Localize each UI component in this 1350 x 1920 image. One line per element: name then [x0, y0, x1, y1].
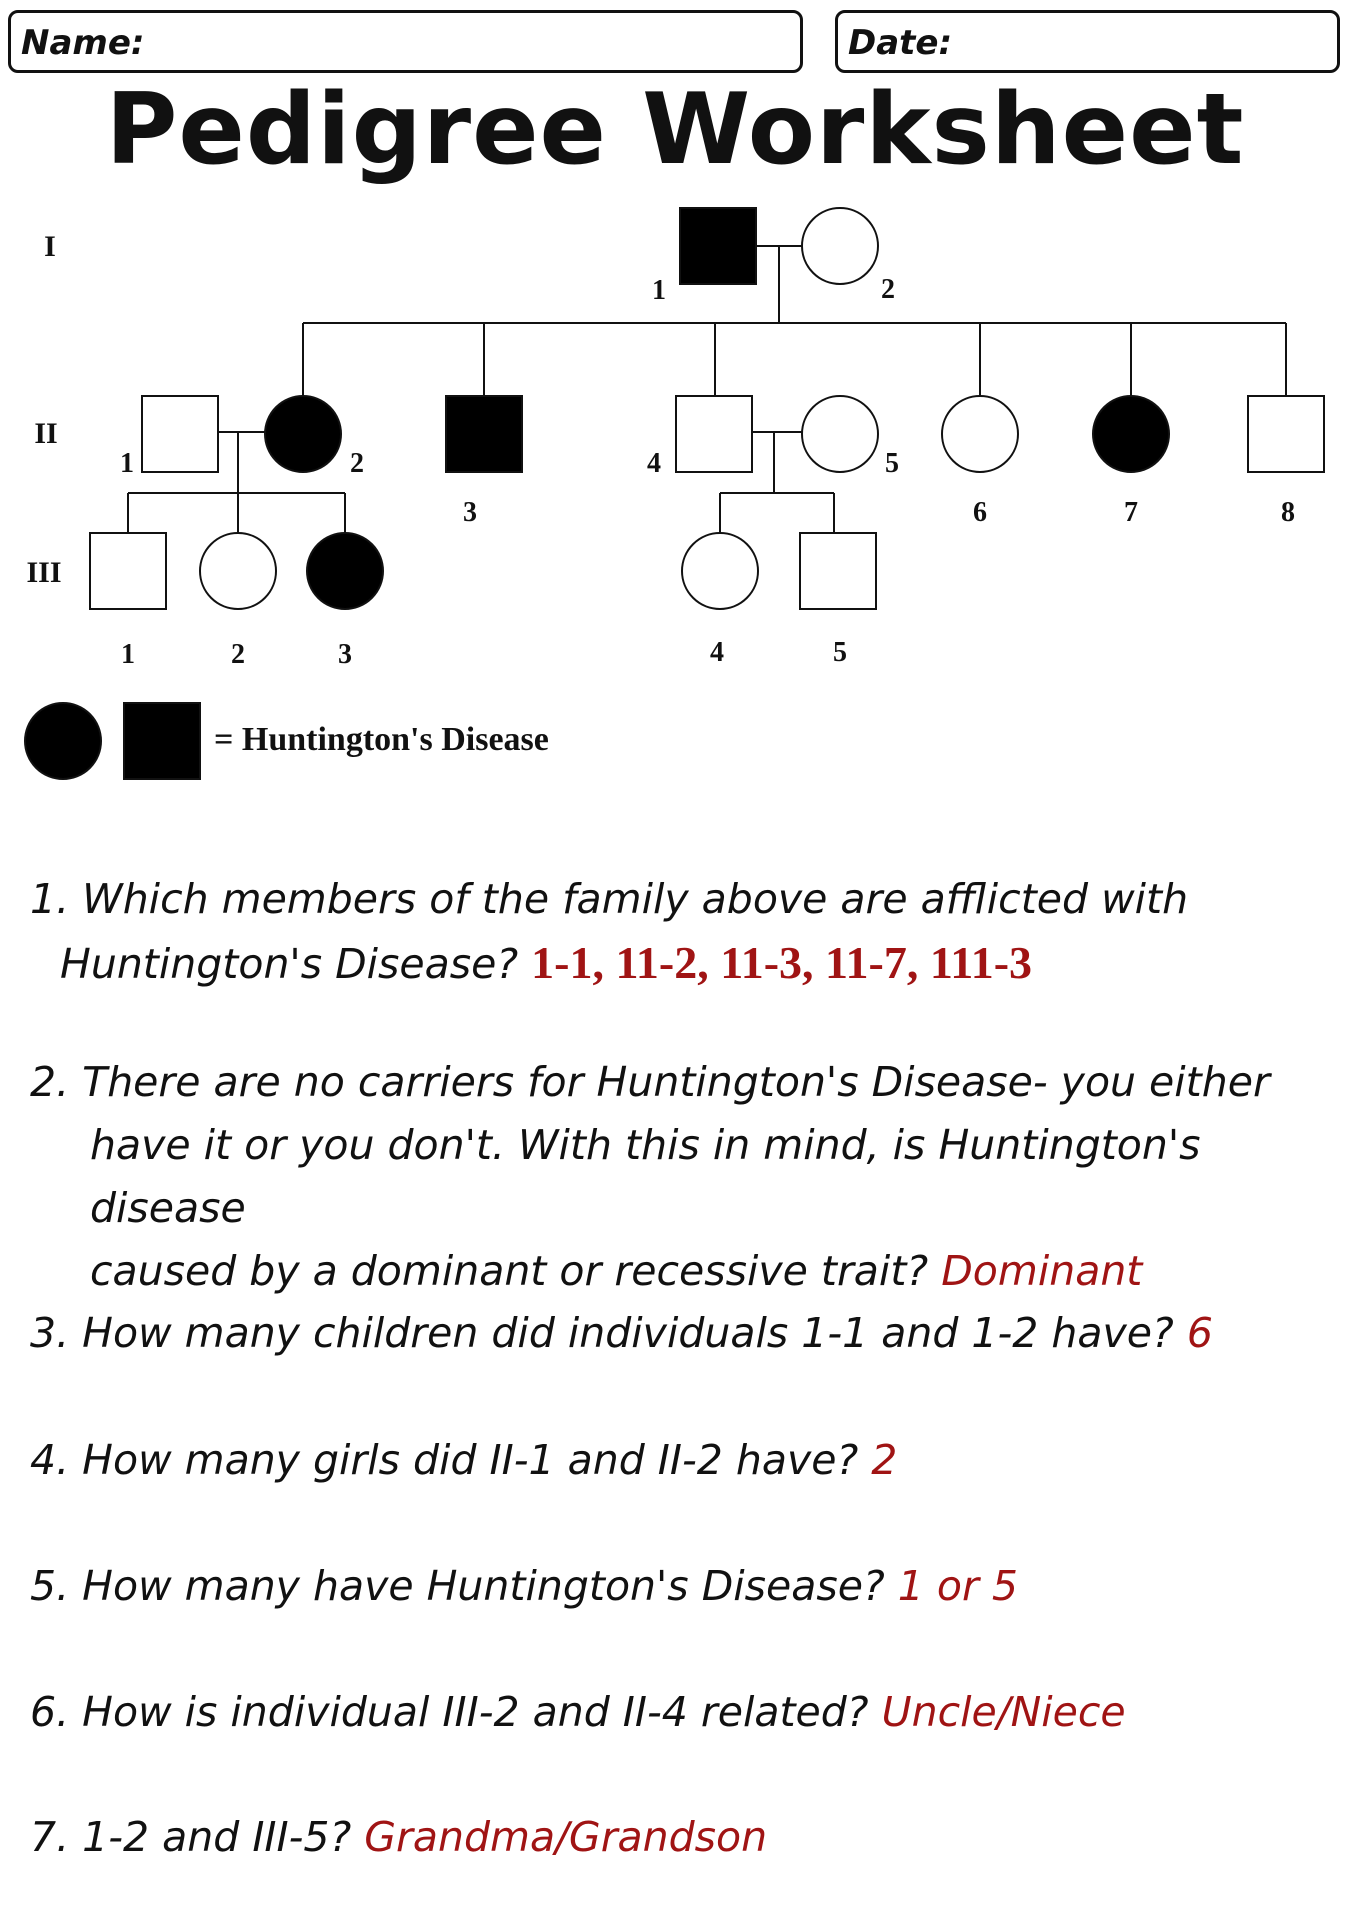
label-II-6: 6 — [973, 497, 987, 528]
date-label: Date: — [848, 23, 953, 63]
question-2-line-2: have it or you don't. With this in mind, is Huntington's disease — [90, 1121, 1201, 1232]
answer-6: Uncle/Niece — [881, 1688, 1126, 1736]
label-II-2: 2 — [350, 448, 364, 479]
label-III-2: 2 — [231, 639, 245, 670]
question-4-text: 4. How many girls did II-1 and II-2 have? — [30, 1436, 859, 1484]
label-III-5: 5 — [833, 637, 847, 668]
answer-7: Grandma/Grandson — [364, 1813, 768, 1861]
page-title: Pedigree Worksheet — [105, 73, 1245, 187]
question-2 — [30, 1051, 1330, 1303]
gen-label-I: I — [44, 230, 56, 263]
label-II-4: 4 — [647, 448, 661, 479]
answer-1: 1-1, 11-2, 11-3, 11-7, 111-3 — [531, 937, 1033, 988]
question-7 — [30, 1806, 1330, 1869]
individual-II-4-male — [676, 396, 752, 472]
question-1 — [30, 868, 1330, 996]
question-5-text: 5. How many have Huntington's Disease? — [30, 1562, 885, 1610]
question-2-line-1: 2. There are no carriers for Huntington's Disease- you either — [30, 1058, 1270, 1106]
individual-I-1-affected-male — [680, 208, 756, 284]
individual-III-2-female — [200, 533, 276, 609]
individual-II-3-affected-male — [446, 396, 522, 472]
individual-III-5-male — [800, 533, 876, 609]
answer-2: Dominant — [941, 1247, 1143, 1295]
question-4 — [30, 1429, 1330, 1492]
answer-5: 1 or 5 — [897, 1562, 1018, 1610]
label-I-2: 2 — [881, 274, 895, 305]
answer-4: 2 — [871, 1436, 898, 1484]
individual-III-3-affected-female — [307, 533, 383, 609]
label-III-3: 3 — [338, 639, 352, 670]
legend-affected-female-icon — [25, 703, 101, 779]
question-2-line-3: caused by a dominant or recessive trait? — [90, 1247, 929, 1295]
answer-3: 6 — [1186, 1309, 1213, 1357]
gen-label-III: III — [26, 556, 62, 589]
question-3 — [30, 1302, 1330, 1365]
pedigree-chart — [0, 0, 1350, 800]
individual-II-2-affected-female — [265, 396, 341, 472]
question-3-text: 3. How many children did individuals 1-1 and 1-2 have? — [30, 1309, 1174, 1357]
legend-text: = Huntington's Disease — [214, 721, 549, 758]
name-label: Name: — [21, 23, 145, 63]
question-1-line-1: 1. Which members of the family above are afflicted with — [30, 875, 1189, 923]
individual-II-7-affected-female — [1093, 396, 1169, 472]
individual-II-1-male — [142, 396, 218, 472]
label-III-4: 4 — [710, 637, 724, 668]
individual-II-5-female — [802, 396, 878, 472]
question-5 — [30, 1555, 1330, 1618]
label-II-5: 5 — [885, 448, 899, 479]
label-II-3: 3 — [463, 497, 477, 528]
question-6-text: 6. How is individual III-2 and II-4 related? — [30, 1688, 869, 1736]
question-6 — [30, 1681, 1330, 1744]
individual-I-2-female — [802, 208, 878, 284]
individual-III-1-male — [90, 533, 166, 609]
legend-affected-male-icon — [124, 703, 200, 779]
gen-label-II: II — [34, 417, 58, 450]
label-I-1: 1 — [652, 275, 666, 306]
question-7-text: 7. 1-2 and III-5? — [30, 1813, 352, 1861]
individual-II-6-female — [942, 396, 1018, 472]
individual-II-8-male — [1248, 396, 1324, 472]
individual-III-4-female — [682, 533, 758, 609]
label-II-1: 1 — [120, 448, 134, 479]
question-1-line-2: Huntington's Disease? — [60, 940, 519, 988]
label-II-7: 7 — [1124, 497, 1138, 528]
label-II-8: 8 — [1281, 497, 1295, 528]
label-III-1: 1 — [121, 639, 135, 670]
